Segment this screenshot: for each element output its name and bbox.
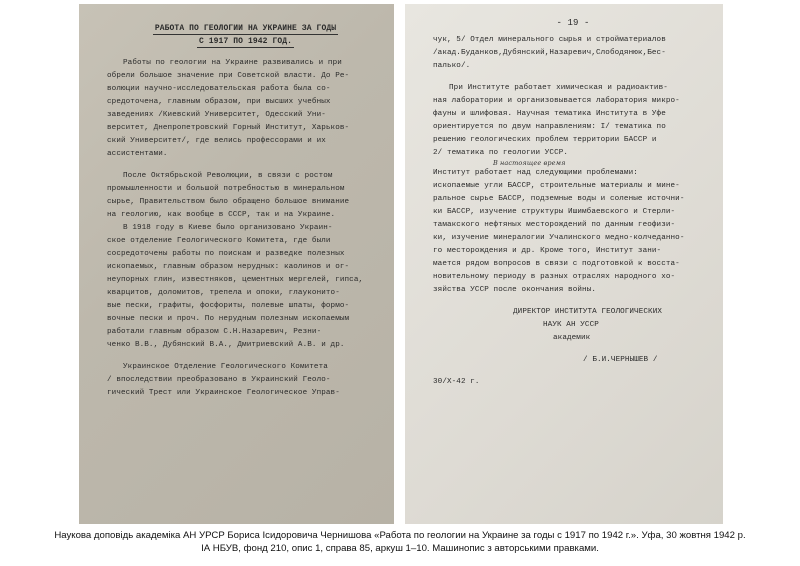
page-number: - 19 - — [556, 18, 590, 28]
text-line: ориентируется по двум направлениям: I/ тематика по — [433, 123, 666, 131]
text-line: заведениях /Киевский Университет, Одесский Уни- — [107, 111, 326, 119]
text-line: палько/. — [433, 62, 471, 70]
text-line: волюции научно-исследовательская работа была со- — [107, 85, 331, 93]
text-line: решению геологических проблем территории БАССР и — [433, 136, 657, 144]
text-line: ченко В.В., Дубянский В.А., Дмитриевский А.В. и др. — [107, 341, 345, 349]
text-line: гический Трест или Украинское Геологическое Управ- — [107, 389, 340, 397]
text-line: вочные пески и проч. По нерудным полезным ископаемым — [107, 315, 350, 323]
text-line: В 1918 году в Киеве было организовано Украин- — [123, 224, 333, 232]
text-line: Институт работает над следующими проблемами: — [433, 169, 638, 177]
signature-name: / Б.И.ЧЕРНЫШЕВ / — [583, 356, 658, 364]
text-line: ки, изучение минералогии Учалинского медно-колчеданно- — [433, 234, 685, 242]
text-line: на геологию, как вообще в СССР, так и на Украине. — [107, 211, 336, 219]
text-line: ральное сырье БАССР, подземные воды и соленые источни- — [433, 195, 685, 203]
text-line: тамакского нефтяных месторождений по данным геофизи- — [433, 221, 676, 229]
signature-title: ДИРЕКТОР ИНСТИТУТА ГЕОЛОГИЧЕСКИХ — [513, 308, 663, 316]
handwritten-correction: В настоящее время — [493, 159, 566, 167]
text-line: ископаемые угли БАССР, строительные материалы и мине- — [433, 182, 680, 190]
text-line: чук, 5/ Отдел минерального сырья и стройматериалов — [433, 36, 666, 44]
text-line: ки БАССР, изучение структуры Ишимбаевского и Стерли- — [433, 208, 676, 216]
caption-line-1: Наукова доповідь академіка АН УРСР Бориса Ісидоровича Чернишова «Работа по геологии на Украине за годы с 1917 по 1942 г.». Уфа, 30 жовтня 1942 р. — [54, 530, 746, 541]
document-date: 30/Х-42 г. — [433, 378, 480, 386]
document-page-right — [405, 4, 723, 524]
text-line: вые пески, графиты, фосфориты, полевые шпаты, формо- — [107, 302, 350, 310]
text-line: обрели большое значение при Советской власти. До Ре- — [107, 72, 350, 80]
text-line: кварцитов, доломитов, трепела и опоки, глауконито- — [107, 289, 340, 297]
text-line: го месторождения и др. Кроме того, Институт зани- — [433, 247, 662, 255]
caption-line-2: ІА НБУВ, фонд 210, опис 1, справа 85, аркуш 1–10. Машинопис з авторськими правками. — [201, 542, 599, 554]
text-line: ское отделение Геологического Комитета, где были — [107, 237, 331, 245]
text-line: ная лаборатории и организовывается лаборатория микро- — [433, 97, 680, 105]
text-line: средоточена, главным образом, при высших учебных — [107, 98, 331, 106]
title-line-1: РАБОТА ПО ГЕОЛОГИИ НА УКРАИНЕ ЗА ГОДЫ — [154, 24, 337, 33]
text-line: ский Университет/, где велись профессорами и их — [107, 137, 326, 145]
text-line: ассистентами. — [107, 150, 168, 158]
text-line: ископаемых, главным образом нерудных: каолинов и ог- — [107, 263, 350, 271]
text-line: После Октябрьской Революции, в связи с ростом — [123, 172, 333, 180]
title-line-2: С 1917 ПО 1942 ГОД. — [198, 37, 293, 46]
text-line: неупорных глин, известняков, цементных мергелей, гипса, — [107, 276, 364, 284]
document-title — [107, 22, 384, 48]
signature-title: НАУК АН УССР — [543, 321, 599, 329]
text-line: работали главным образом С.Н.Назаревич, Резни- — [107, 328, 322, 336]
text-line: фауны и шлифовая. Научная тематика Института в Уфе — [433, 110, 666, 118]
image-caption — [0, 530, 800, 555]
signature-title: академик — [553, 334, 591, 342]
text-line: новительному периоду в разных отраслях народного хо- — [433, 273, 676, 281]
text-line: 2/ тематика по геологии УССР. — [433, 149, 569, 157]
text-line: зяйства УССР после окончания войны. — [433, 286, 596, 294]
text-line: Украинское Отделение Геологического Комитета — [123, 363, 328, 371]
text-line: При Институте работает химическая и радиоактив- — [449, 84, 668, 92]
document-page-left — [79, 4, 394, 524]
text-line: мается рядом вопросов в связи с подготовкой к восста- — [433, 260, 680, 268]
text-line: сырье, Правительством было обращено большое внимание — [107, 198, 350, 206]
text-line: / впоследствии преобразовано в Украинский Геоло- — [107, 376, 331, 384]
text-line: Работы по геологии на Украине развивались и при — [123, 59, 342, 67]
text-line: /акад.Буданков,Дубянский,Назаревич,Слободянюк,Бес- — [433, 49, 666, 57]
text-line: промышленности и большой потребностью в минеральном — [107, 185, 345, 193]
text-line: сосредоточены работы по поискам и разведке полезных — [107, 250, 345, 258]
text-line: верситет, Днепропетровский Горный Институт, Харьков- — [107, 124, 350, 132]
